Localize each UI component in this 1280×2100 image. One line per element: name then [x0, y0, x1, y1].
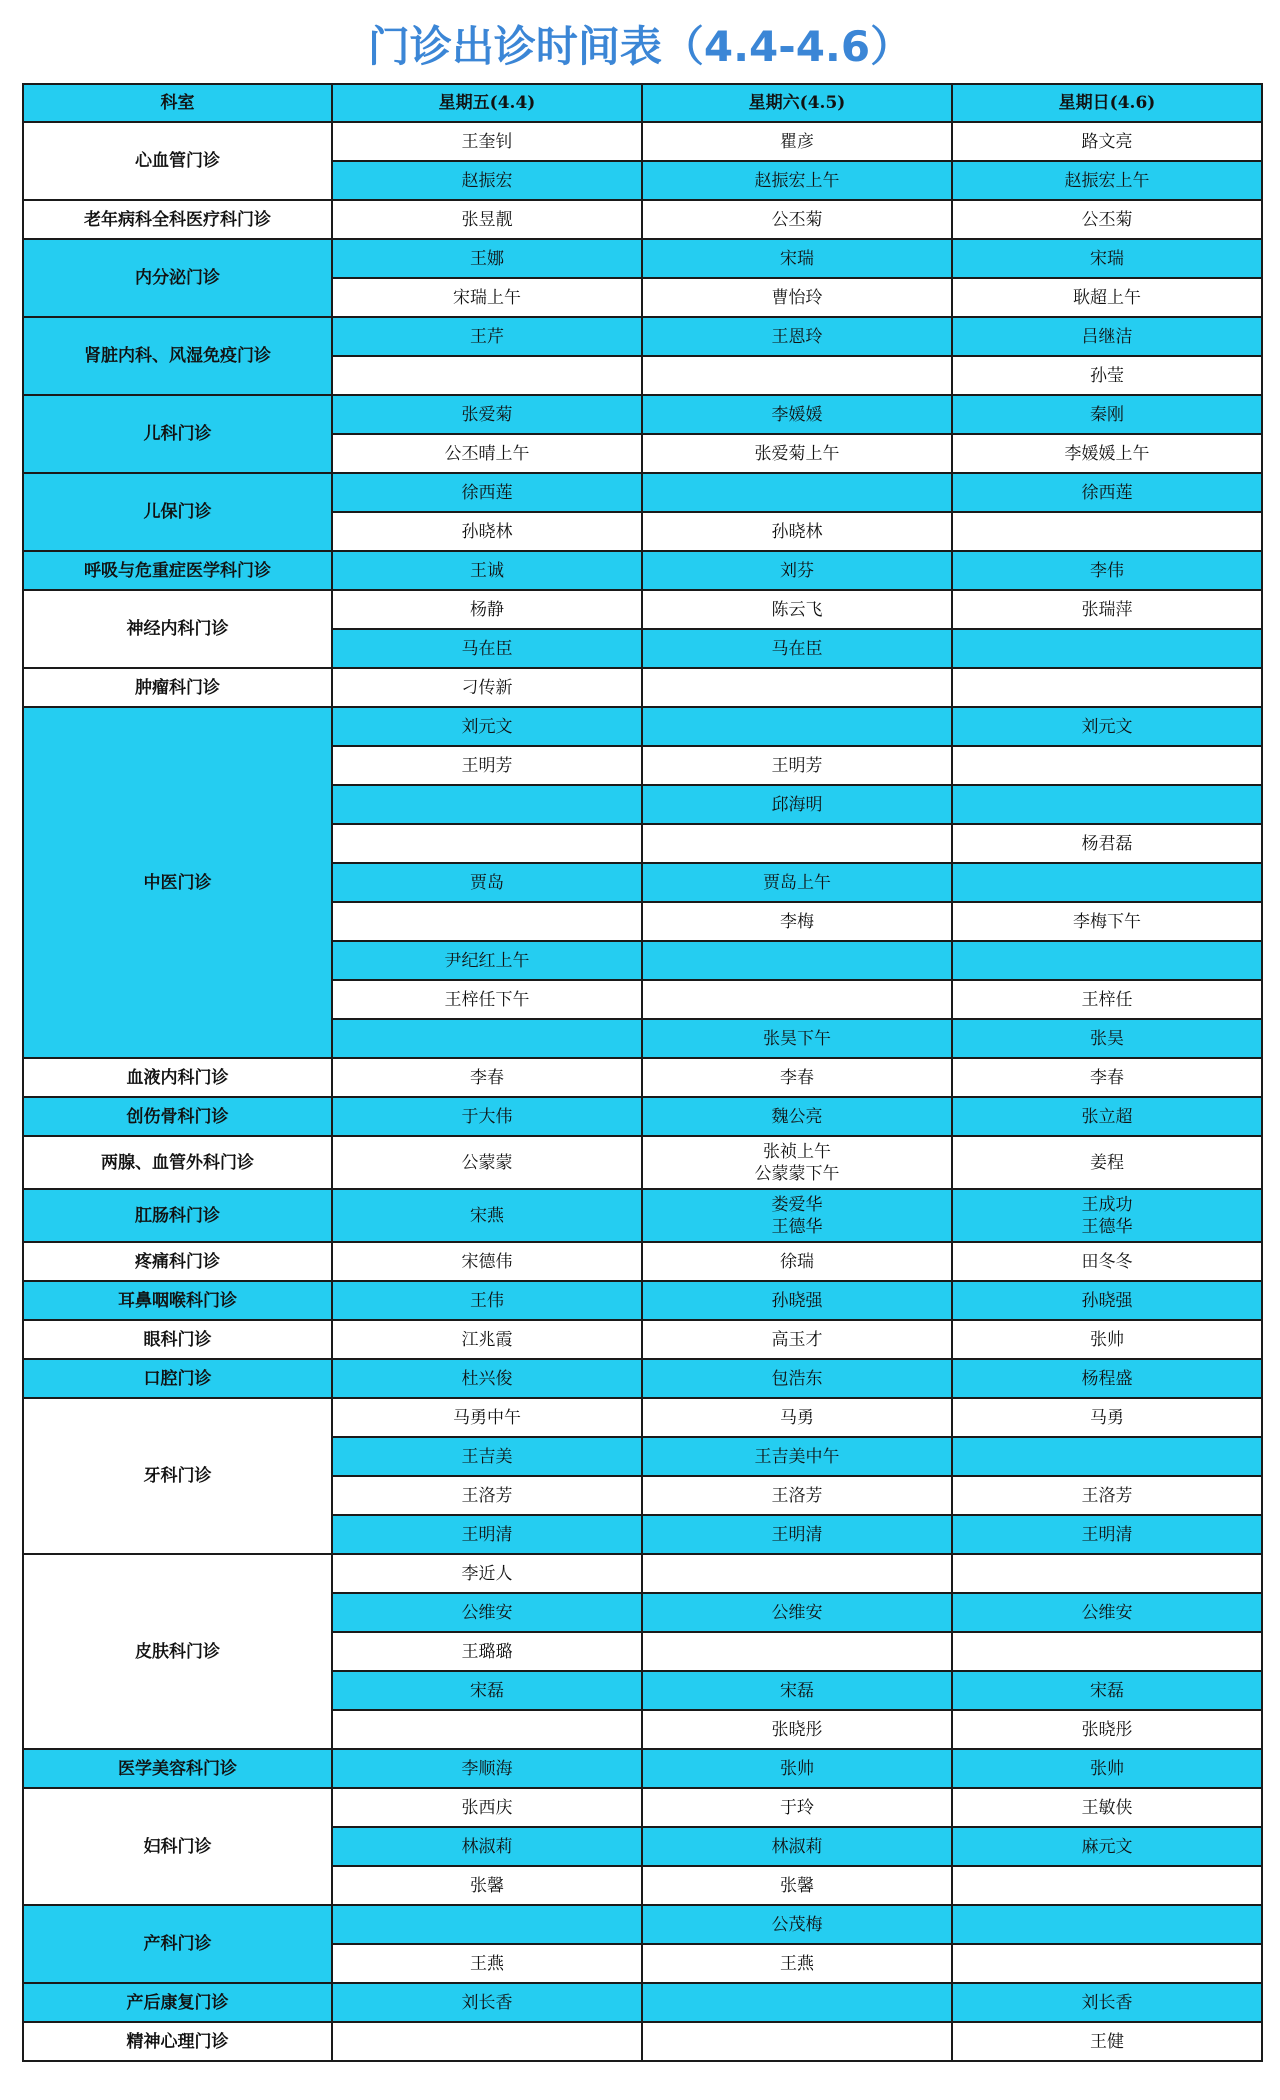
- doctor-cell-sunday: 张帅: [952, 1320, 1262, 1359]
- doctor-cell-saturday: 张帅: [642, 1749, 952, 1788]
- doctor-cell-friday: [332, 356, 642, 395]
- doctor-cell-saturday: 于玲: [642, 1788, 952, 1827]
- doctor-cell-saturday: 孙晓强: [642, 1281, 952, 1320]
- doctor-cell-friday: 王吉美: [332, 1437, 642, 1476]
- doctor-cell-saturday: 张爱菊上午: [642, 434, 952, 473]
- doctor-cell-saturday: 公维安: [642, 1593, 952, 1632]
- department-name: 疼痛科门诊: [23, 1242, 332, 1281]
- doctor-cell-sunday: 孙莹: [952, 356, 1262, 395]
- doctor-cell-friday: 公维安: [332, 1593, 642, 1632]
- schedule-table: [22, 83, 1263, 2062]
- department-name: 儿科门诊: [23, 395, 332, 473]
- doctor-cell-sunday: [952, 1437, 1262, 1476]
- doctor-cell-friday: 赵振宏: [332, 161, 642, 200]
- doctor-cell-friday: 于大伟: [332, 1097, 642, 1136]
- department-name: 肾脏内科、风湿免疫门诊: [23, 317, 332, 395]
- doctor-cell-sunday: 赵振宏上午: [952, 161, 1262, 200]
- doctor-cell-saturday: [642, 668, 952, 707]
- doctor-cell-sunday: [952, 629, 1262, 668]
- table-row: [23, 122, 1262, 161]
- table-row: [23, 668, 1262, 707]
- department-name: 眼科门诊: [23, 1320, 332, 1359]
- doctor-cell-friday: 王芹: [332, 317, 642, 356]
- doctor-cell-friday: 刘长香: [332, 1983, 642, 2022]
- doctor-cell-friday: 王伟: [332, 1281, 642, 1320]
- doctor-cell-sunday: 公丕菊: [952, 200, 1262, 239]
- doctor-cell-saturday: 高玉才: [642, 1320, 952, 1359]
- doctor-cell-sunday: 李伟: [952, 551, 1262, 590]
- doctor-cell-friday: 马勇中午: [332, 1398, 642, 1437]
- doctor-cell-saturday: 王洛芳: [642, 1476, 952, 1515]
- doctor-cell-saturday: 公丕菊: [642, 200, 952, 239]
- doctor-cell-friday: 张爱菊: [332, 395, 642, 434]
- doctor-cell-sunday: 王明清: [952, 1515, 1262, 1554]
- doctor-cell-saturday: 李媛媛: [642, 395, 952, 434]
- doctor-cell-sunday: 张瑞萍: [952, 590, 1262, 629]
- doctor-cell-sunday: 宋磊: [952, 1671, 1262, 1710]
- doctor-cell-saturday: 宋磊: [642, 1671, 952, 1710]
- doctor-cell-saturday: 贾岛上午: [642, 863, 952, 902]
- table-row: [23, 1281, 1262, 1320]
- doctor-cell-sunday: 杨程盛: [952, 1359, 1262, 1398]
- doctor-cell-sunday: [952, 1944, 1262, 1983]
- department-name: 血液内科门诊: [23, 1058, 332, 1097]
- doctor-cell-sunday: [952, 1905, 1262, 1944]
- doctor-cell-saturday: 徐瑞: [642, 1242, 952, 1281]
- table-row: [23, 1097, 1262, 1136]
- doctor-cell-sunday: 宋瑞: [952, 239, 1262, 278]
- department-name: 牙科门诊: [23, 1398, 332, 1554]
- department-name: 创伤骨科门诊: [23, 1097, 332, 1136]
- table-row: [23, 1359, 1262, 1398]
- table-row: [23, 239, 1262, 278]
- table-row: [23, 2022, 1262, 2061]
- doctor-cell-friday: 贾岛: [332, 863, 642, 902]
- doctor-cell-saturday: 孙晓林: [642, 512, 952, 551]
- doctor-cell-friday: [332, 1019, 642, 1058]
- doctor-cell-friday: 刁传新: [332, 668, 642, 707]
- table-row: [23, 707, 1262, 746]
- department-name: 精神心理门诊: [23, 2022, 332, 2061]
- table-row: [23, 200, 1262, 239]
- doctor-cell-saturday: 公茂梅: [642, 1905, 952, 1944]
- doctor-cell-saturday: 陈云飞: [642, 590, 952, 629]
- table-row: [23, 1242, 1262, 1281]
- header-sunday: 星期日(4.6): [952, 84, 1262, 122]
- department-name: 肛肠科门诊: [23, 1189, 332, 1242]
- table-row: [23, 395, 1262, 434]
- table-row: [23, 1983, 1262, 2022]
- doctor-cell-saturday: 李梅: [642, 902, 952, 941]
- doctor-cell-sunday: 李梅下午: [952, 902, 1262, 941]
- table-row: [23, 1749, 1262, 1788]
- doctor-cell-sunday: [952, 1554, 1262, 1593]
- doctor-cell-friday: 宋磊: [332, 1671, 642, 1710]
- doctor-cell-friday: 马在臣: [332, 629, 642, 668]
- table-row: [23, 1058, 1262, 1097]
- doctor-cell-friday: [332, 1905, 642, 1944]
- doctor-cell-friday: 李顺海: [332, 1749, 642, 1788]
- table-row: [23, 473, 1262, 512]
- doctor-cell-saturday: 王明芳: [642, 746, 952, 785]
- doctor-cell-sunday: 杨君磊: [952, 824, 1262, 863]
- doctor-cell-saturday: 王吉美中午: [642, 1437, 952, 1476]
- doctor-cell-friday: 宋德伟: [332, 1242, 642, 1281]
- department-name: 中医门诊: [23, 707, 332, 1058]
- department-name: 两腺、血管外科门诊: [23, 1136, 332, 1189]
- doctor-cell-saturday: 张祯上午 公蒙蒙下午: [642, 1136, 952, 1189]
- doctor-cell-saturday: [642, 1554, 952, 1593]
- doctor-cell-saturday: 林淑莉: [642, 1827, 952, 1866]
- doctor-cell-sunday: 张立超: [952, 1097, 1262, 1136]
- department-name: 神经内科门诊: [23, 590, 332, 668]
- doctor-cell-saturday: [642, 824, 952, 863]
- doctor-cell-sunday: 张昊: [952, 1019, 1262, 1058]
- doctor-cell-sunday: 孙晓强: [952, 1281, 1262, 1320]
- doctor-cell-sunday: 张帅: [952, 1749, 1262, 1788]
- table-row: [23, 1788, 1262, 1827]
- doctor-cell-sunday: [952, 512, 1262, 551]
- doctor-cell-saturday: [642, 356, 952, 395]
- doctor-cell-saturday: 王恩玲: [642, 317, 952, 356]
- doctor-cell-sunday: 公维安: [952, 1593, 1262, 1632]
- doctor-cell-sunday: 刘元文: [952, 707, 1262, 746]
- page-title: 门诊出诊时间表（4.4-4.6）: [367, 22, 913, 71]
- doctor-cell-sunday: 王成功 王德华: [952, 1189, 1262, 1242]
- doctor-cell-friday: 王奎钊: [332, 122, 642, 161]
- header-saturday: 星期六(4.5): [642, 84, 952, 122]
- table-row: [23, 1136, 1262, 1189]
- doctor-cell-friday: 王明芳: [332, 746, 642, 785]
- doctor-cell-saturday: 邱海明: [642, 785, 952, 824]
- table-row: [23, 1398, 1262, 1437]
- doctor-cell-saturday: [642, 473, 952, 512]
- doctor-cell-sunday: 吕继洁: [952, 317, 1262, 356]
- department-name: 产科门诊: [23, 1905, 332, 1983]
- doctor-cell-sunday: [952, 863, 1262, 902]
- doctor-cell-saturday: 魏公亮: [642, 1097, 952, 1136]
- doctor-cell-sunday: 李春: [952, 1058, 1262, 1097]
- doctor-cell-saturday: 包浩东: [642, 1359, 952, 1398]
- doctor-cell-saturday: [642, 707, 952, 746]
- schedule-body: [23, 122, 1262, 2061]
- doctor-cell-friday: 张西庆: [332, 1788, 642, 1827]
- doctor-cell-saturday: 王明清: [642, 1515, 952, 1554]
- doctor-cell-friday: 孙晓林: [332, 512, 642, 551]
- doctor-cell-sunday: 王健: [952, 2022, 1262, 2061]
- doctor-cell-friday: 王璐璐: [332, 1632, 642, 1671]
- doctor-cell-friday: 林淑莉: [332, 1827, 642, 1866]
- doctor-cell-sunday: 姜程: [952, 1136, 1262, 1189]
- doctor-cell-friday: 宋瑞上午: [332, 278, 642, 317]
- doctor-cell-saturday: 张晓彤: [642, 1710, 952, 1749]
- header-friday: 星期五(4.4): [332, 84, 642, 122]
- doctor-cell-saturday: 刘芬: [642, 551, 952, 590]
- table-row: [23, 551, 1262, 590]
- doctor-cell-sunday: 王洛芳: [952, 1476, 1262, 1515]
- doctor-cell-friday: 王娜: [332, 239, 642, 278]
- department-name: 耳鼻咽喉科门诊: [23, 1281, 332, 1320]
- department-name: 老年病科全科医疗科门诊: [23, 200, 332, 239]
- doctor-cell-friday: 李春: [332, 1058, 642, 1097]
- doctor-cell-sunday: 张晓彤: [952, 1710, 1262, 1749]
- doctor-cell-saturday: 宋瑞: [642, 239, 952, 278]
- doctor-cell-saturday: 张馨: [642, 1866, 952, 1905]
- doctor-cell-friday: 王梓任下午: [332, 980, 642, 1019]
- department-name: 呼吸与危重症医学科门诊: [23, 551, 332, 590]
- department-name: 心血管门诊: [23, 122, 332, 200]
- table-row: [23, 317, 1262, 356]
- table-row: [23, 1554, 1262, 1593]
- doctor-cell-sunday: 耿超上午: [952, 278, 1262, 317]
- doctor-cell-friday: 王诚: [332, 551, 642, 590]
- doctor-cell-sunday: [952, 746, 1262, 785]
- doctor-cell-saturday: [642, 980, 952, 1019]
- header-dept: 科室: [23, 84, 332, 122]
- doctor-cell-saturday: [642, 1983, 952, 2022]
- doctor-cell-friday: 王燕: [332, 1944, 642, 1983]
- doctor-cell-friday: [332, 902, 642, 941]
- doctor-cell-saturday: [642, 1632, 952, 1671]
- department-name: 儿保门诊: [23, 473, 332, 551]
- table-row: [23, 590, 1262, 629]
- doctor-cell-friday: [332, 1710, 642, 1749]
- doctor-cell-saturday: [642, 941, 952, 980]
- department-name: 妇科门诊: [23, 1788, 332, 1905]
- doctor-cell-saturday: 马勇: [642, 1398, 952, 1437]
- doctor-cell-sunday: 徐西莲: [952, 473, 1262, 512]
- doctor-cell-sunday: 李媛媛上午: [952, 434, 1262, 473]
- doctor-cell-sunday: [952, 941, 1262, 980]
- doctor-cell-friday: 杜兴俊: [332, 1359, 642, 1398]
- doctor-cell-sunday: 刘长香: [952, 1983, 1262, 2022]
- department-name: 内分泌门诊: [23, 239, 332, 317]
- doctor-cell-sunday: 麻元文: [952, 1827, 1262, 1866]
- doctor-cell-friday: [332, 785, 642, 824]
- doctor-cell-saturday: 马在臣: [642, 629, 952, 668]
- department-name: 医学美容科门诊: [23, 1749, 332, 1788]
- doctor-cell-sunday: 田冬冬: [952, 1242, 1262, 1281]
- doctor-cell-sunday: [952, 1632, 1262, 1671]
- doctor-cell-friday: 张馨: [332, 1866, 642, 1905]
- doctor-cell-sunday: [952, 668, 1262, 707]
- doctor-cell-friday: 尹纪红上午: [332, 941, 642, 980]
- doctor-cell-sunday: [952, 1866, 1262, 1905]
- department-name: 口腔门诊: [23, 1359, 332, 1398]
- doctor-cell-friday: 江兆霞: [332, 1320, 642, 1359]
- doctor-cell-saturday: 李春: [642, 1058, 952, 1097]
- doctor-cell-saturday: 瞿彦: [642, 122, 952, 161]
- doctor-cell-friday: 徐西莲: [332, 473, 642, 512]
- doctor-cell-saturday: 曹怡玲: [642, 278, 952, 317]
- department-name: 产后康复门诊: [23, 1983, 332, 2022]
- doctor-cell-sunday: 马勇: [952, 1398, 1262, 1437]
- doctor-cell-friday: 公丕晴上午: [332, 434, 642, 473]
- doctor-cell-friday: 杨静: [332, 590, 642, 629]
- doctor-cell-friday: 张昱靓: [332, 200, 642, 239]
- doctor-cell-saturday: 娄爱华 王德华: [642, 1189, 952, 1242]
- table-row: [23, 1320, 1262, 1359]
- doctor-cell-friday: [332, 2022, 642, 2061]
- department-name: 肿瘤科门诊: [23, 668, 332, 707]
- doctor-cell-saturday: [642, 2022, 952, 2061]
- doctor-cell-friday: 刘元文: [332, 707, 642, 746]
- doctor-cell-sunday: 路文亮: [952, 122, 1262, 161]
- header-row: [23, 84, 1262, 122]
- doctor-cell-sunday: 王敏侠: [952, 1788, 1262, 1827]
- doctor-cell-friday: 公蒙蒙: [332, 1136, 642, 1189]
- doctor-cell-saturday: 张昊下午: [642, 1019, 952, 1058]
- table-row: [23, 1189, 1262, 1242]
- doctor-cell-friday: [332, 824, 642, 863]
- doctor-cell-sunday: 秦刚: [952, 395, 1262, 434]
- doctor-cell-sunday: 王梓任: [952, 980, 1262, 1019]
- doctor-cell-friday: 王明清: [332, 1515, 642, 1554]
- doctor-cell-friday: 李近人: [332, 1554, 642, 1593]
- doctor-cell-friday: 宋燕: [332, 1189, 642, 1242]
- doctor-cell-saturday: 王燕: [642, 1944, 952, 1983]
- doctor-cell-saturday: 赵振宏上午: [642, 161, 952, 200]
- department-name: 皮肤科门诊: [23, 1554, 332, 1749]
- doctor-cell-friday: 王洛芳: [332, 1476, 642, 1515]
- table-row: [23, 1905, 1262, 1944]
- doctor-cell-sunday: [952, 785, 1262, 824]
